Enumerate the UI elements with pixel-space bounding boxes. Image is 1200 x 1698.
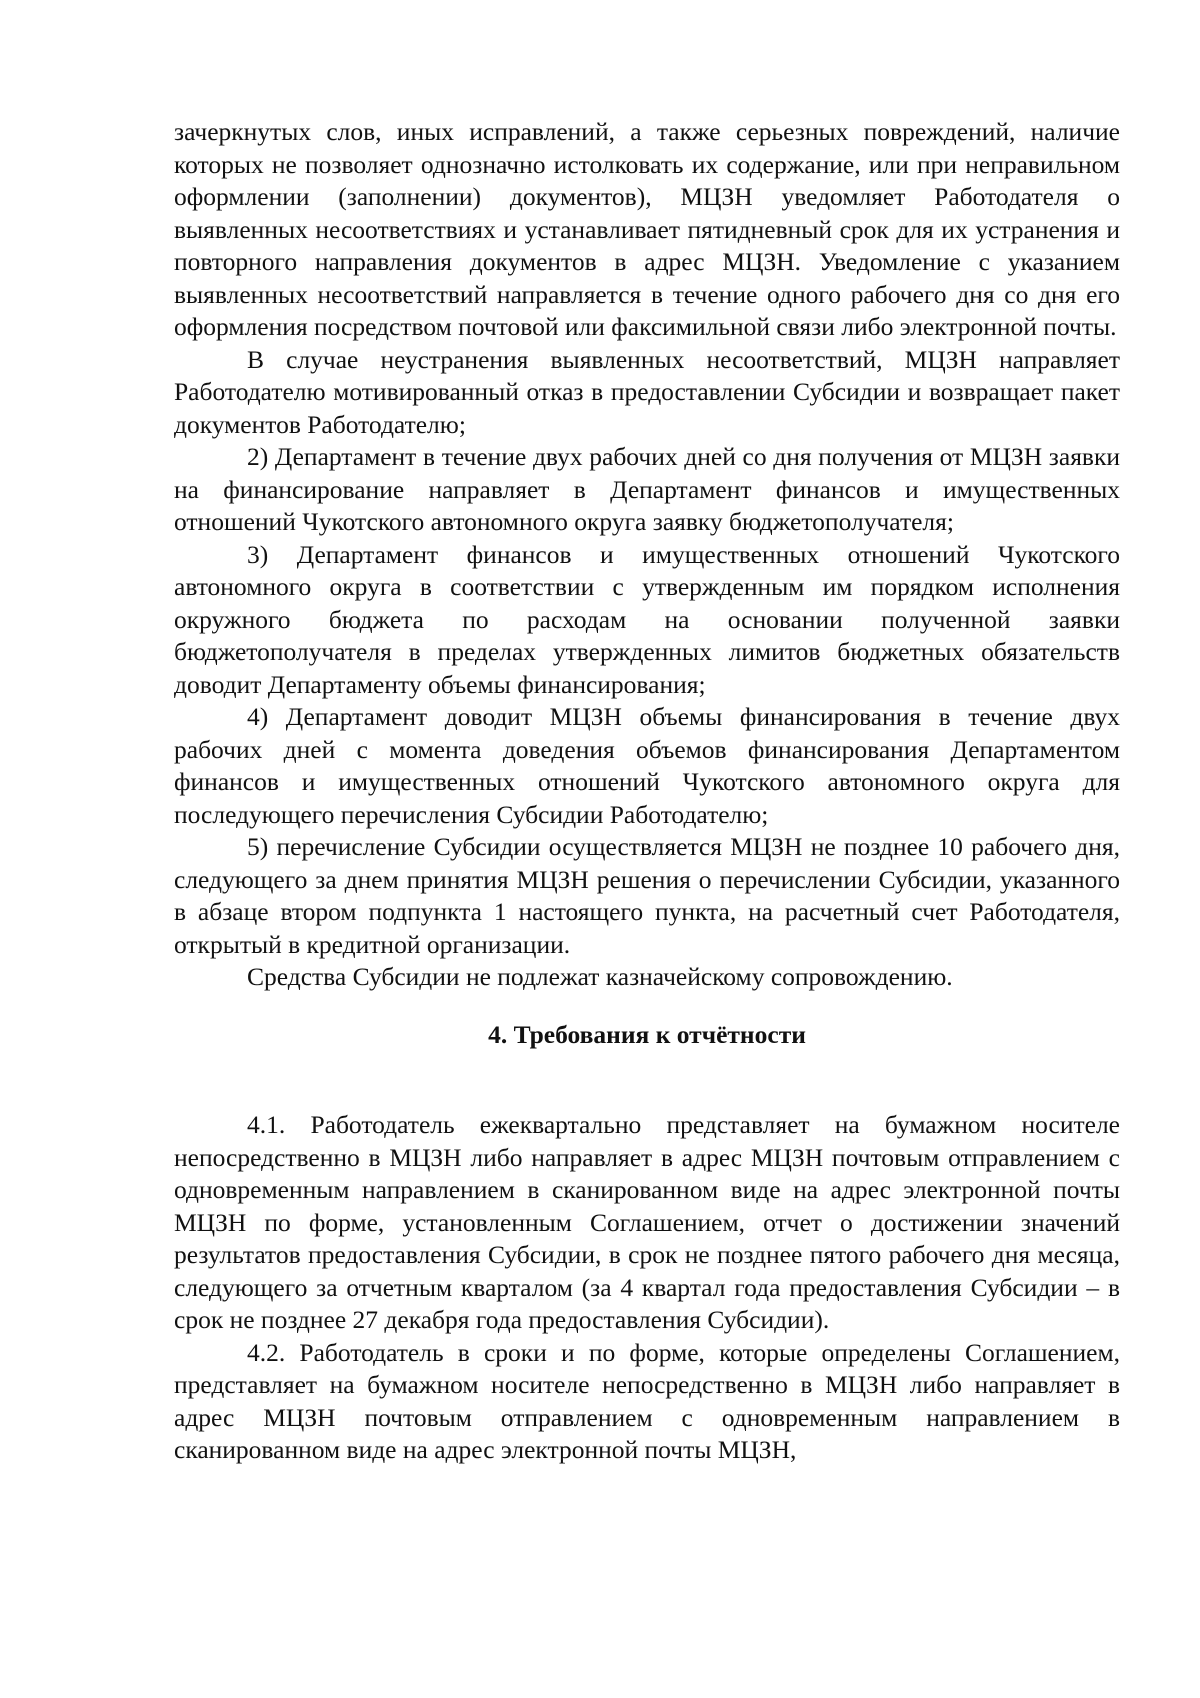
paragraph-4-2: 4.2. Работодатель в сроки и по форме, которые определены Соглашением, представляет на бумажном носителе непосредственно в МЦЗН либо направляет в адрес МЦЗН почтовым отправлением с одновременным направлением в сканированном виде на адрес электронной почты МЦЗН, xyxy=(174,1337,1120,1464)
paragraph-continuation: зачеркнутых слов, иных исправлений, а также серьезных повреждений, наличие которых не позволяет однозначно истолковать их содержание, или при неправильном оформлении (заполнении) документов), МЦЗН уведомляет Работодателя о выявленных несоответствиях и устанавливает пятидневный срок для их устранения и повторного направления документов в адрес МЦЗН. Уведомление с указанием выявленных несоответствий направляется в течение одного рабочего дня со дня его оформления посредством почтовой или факсимильной связи либо электронной почты. xyxy=(174,117,1120,341)
paragraph-item-2: 2) Департамент в течение двух рабочих дней со дня получения от МЦЗН заявки на финансирование направляет в Департамент финансов и имущественных отношений Чукотского автономного округа заявку бюджетополучателя; xyxy=(174,442,1120,536)
paragraph-item-5: 5) перечисление Субсидии осуществляется МЦЗН не позднее 10 рабочего дня, следующего за днем принятия МЦЗН решения о перечислении Субсидии, указанного в абзаце втором подпункта 1 настоящего пункта, на расчетный счет Работодателя, открытый в кредитной организации. xyxy=(174,832,1120,959)
paragraph-4-1: 4.1. Работодатель ежеквартально представляет на бумажном носителе непосредственно в МЦЗН либо направляет в адрес МЦЗН почтовым отправлением с одновременным направлением в сканированном виде на адрес электронной почты МЦЗН по форме, установленным Соглашением, отчет о достижении значений результатов предоставления Субсидии, в срок не позднее пятого рабочего дня месяца, следующего за отчетным кварталом (за 4 квартал года предоставления Субсидии – в срок не позднее 27 декабря года предоставления Субсидии). xyxy=(174,1110,1120,1334)
paragraph-item-4: 4) Департамент доводит МЦЗН объемы финансирования в течение двух рабочих дней с момента доведения объемов финансирования Департаментом финансов и имущественных отношений Чукотского автономного округа для последующего перечисления Субсидии Работодателю; xyxy=(174,702,1120,829)
paragraph-refusal: В случае неустранения выявленных несоответствий, МЦЗН направляет Работодателю мотивированный отказ в предоставлении Субсидии и возвращает пакет документов Работодателю; xyxy=(174,344,1120,439)
document-body xyxy=(174,116,1120,1467)
paragraph-item-3: 3) Департамент финансов и имущественных отношений Чукотского автономного округа в соответствии с утвержденным им порядком исполнения окружного бюджета по расходам на основании полученной заявки бюджетополучателя в пределах утвержденных лимитов бюджетных обязательств доводит Департаменту объемы финансирования; xyxy=(174,539,1120,699)
section-heading: 4. Требования к отчётности xyxy=(488,1019,806,1049)
paragraph-treasury-note: Средства Субсидии не подлежат казначейскому сопровождению. xyxy=(247,962,953,991)
